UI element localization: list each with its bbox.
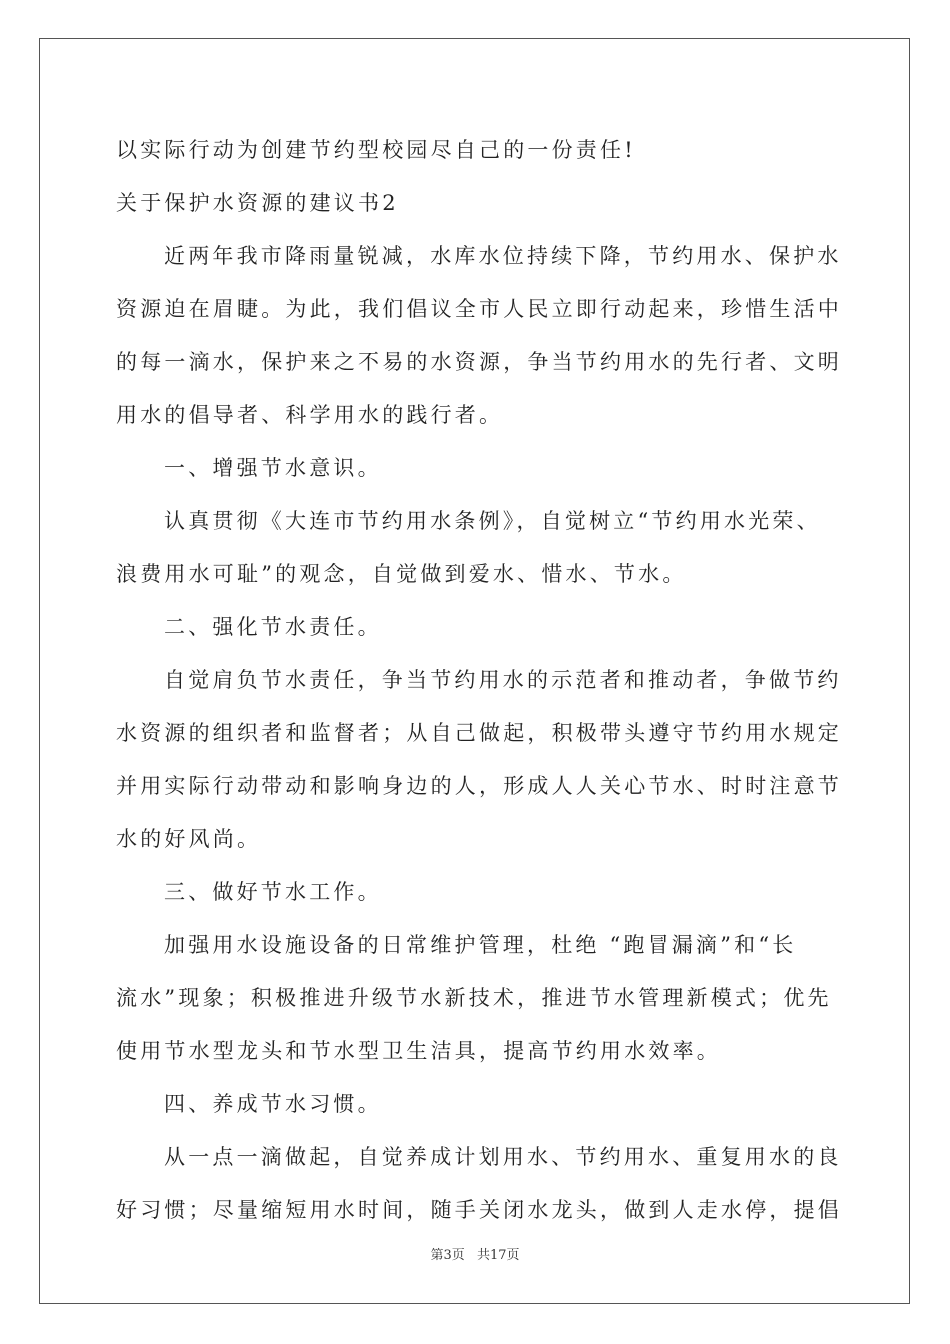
heading-1: 一、增强节水意识。: [164, 456, 382, 480]
page-number: 第3页: [430, 1248, 465, 1263]
text-line: 从一点一滴做起，自觉养成计划用水、节约用水、重复用水的良: [164, 1145, 842, 1169]
paragraph-2: [116, 499, 832, 597]
text-line: 浪费用水可耻”的观念，自觉做到爱水、惜水、节水。: [116, 562, 687, 586]
text-line: 水资源的组织者和监督者；从自己做起，积极带头遵守节约用水规定: [116, 721, 842, 745]
text-line: 自觉肩负节水责任，争当节约用水的示范者和推动者，争做节约: [164, 668, 842, 692]
heading-3: 三、做好节水工作。: [164, 880, 382, 904]
paragraph-3: [116, 658, 842, 862]
text-line: 并用实际行动带动和影响身边的人，形成人人关心节水、时时注意节: [116, 774, 842, 798]
text-line: 水的好风尚。: [116, 827, 262, 851]
text-line: 使用节水型龙头和节水型卫生洁具，提高节约用水效率。: [116, 1039, 721, 1063]
text-line: 的每一滴水，保护来之不易的水资源，争当节约用水的先行者、文明: [116, 350, 842, 374]
text-line: 好习惯；尽量缩短用水时间，随手关闭水龙头，做到人走水停，提倡: [116, 1198, 842, 1222]
heading-4: 四、养成节水习惯。: [164, 1092, 382, 1116]
document-body: [116, 128, 842, 1233]
section-title: 关于保护水资源的建议书2: [116, 191, 399, 215]
text-line: 认真贯彻《大连市节约用水条例》，自觉树立“节约用水光荣、: [164, 509, 821, 533]
paragraph-4: [116, 923, 832, 1074]
text-line: 用水的倡导者、科学用水的践行者。: [116, 403, 504, 427]
page-total: 共17页: [476, 1248, 520, 1263]
heading-2: 二、强化节水责任。: [164, 615, 382, 639]
paragraph-intro: [116, 234, 842, 438]
text-line: 资源迫在眉睫。为此，我们倡议全市人民立即行动起来，珍惜生活中: [116, 297, 842, 321]
closing-line: 以实际行动为创建节约型校园尽自己的一份责任!: [116, 138, 636, 162]
paragraph-5: [116, 1135, 842, 1233]
text-line: 加强用水设施设备的日常维护管理，杜绝 “跑冒漏滴”和“长: [164, 933, 797, 957]
page-footer: [0, 1244, 950, 1263]
text-line: 流水”现象；积极推进升级节水新技术，推进节水管理新模式；优先: [116, 986, 832, 1010]
text-line: 近两年我市降雨量锐减，水库水位持续下降，节约用水、保护水: [164, 244, 842, 268]
